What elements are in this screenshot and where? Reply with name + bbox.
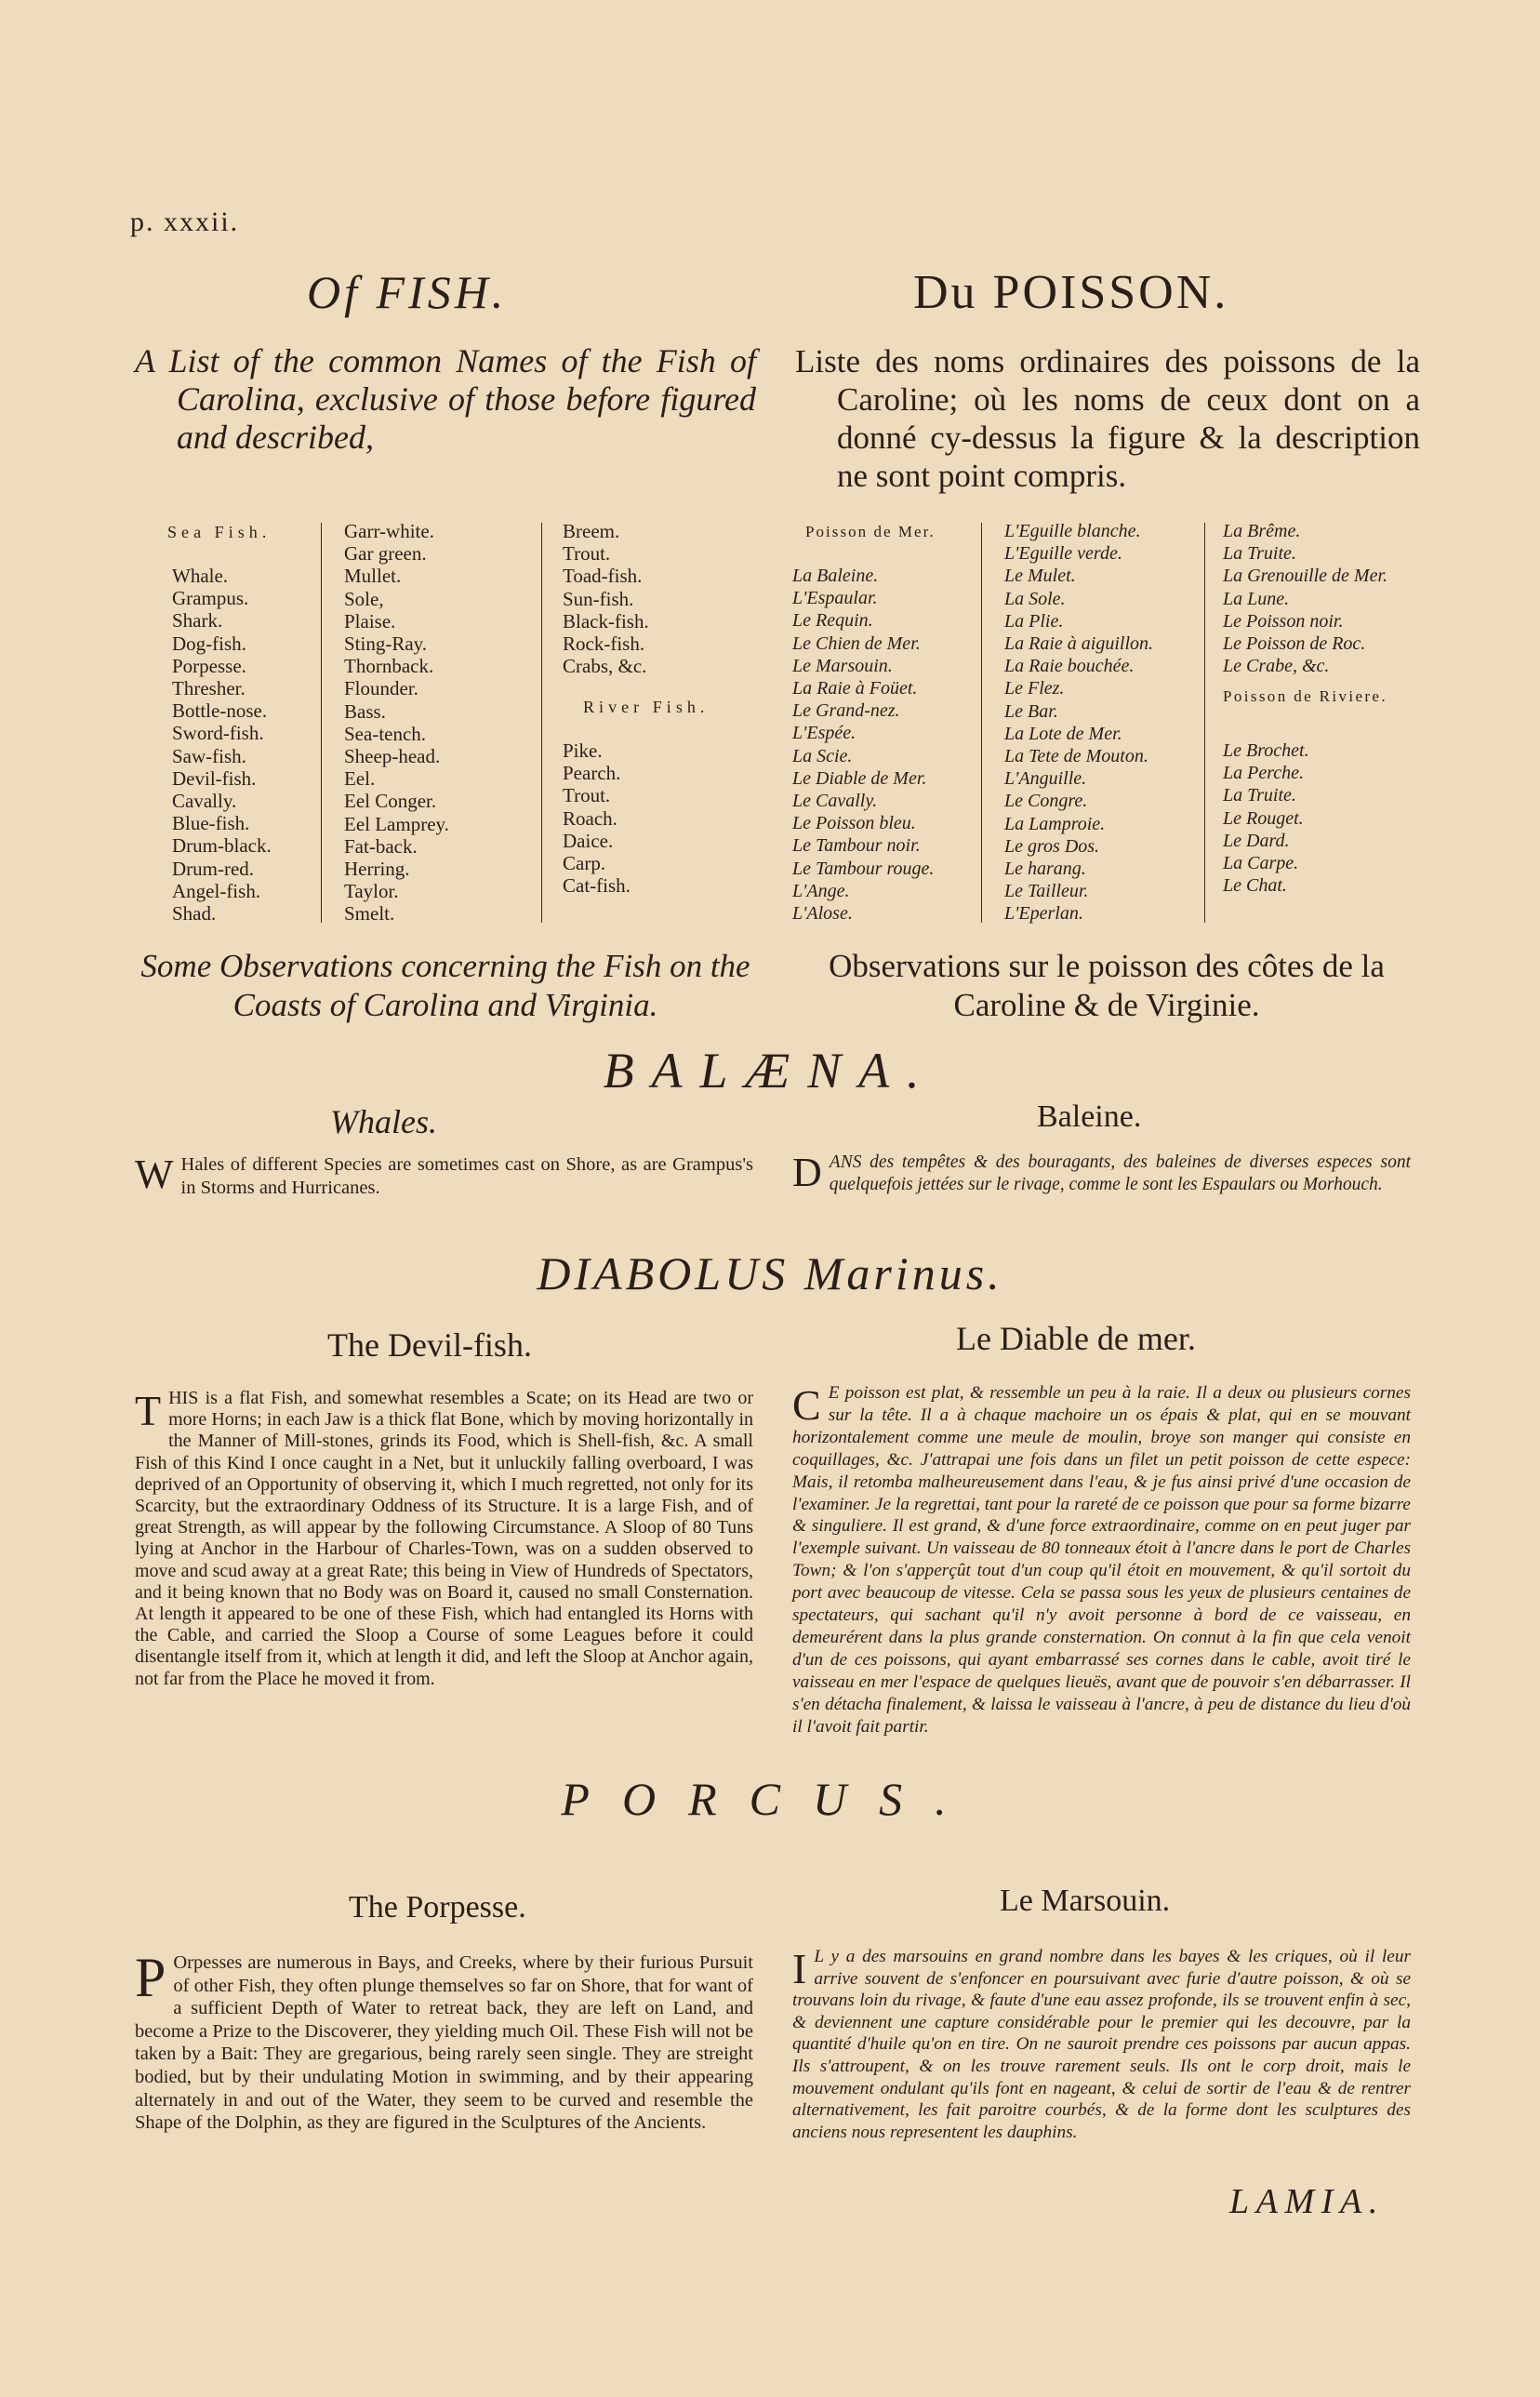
fish-name-item: Le Poisson de Roc.	[1223, 633, 1366, 655]
fish-name-item: Flounder.	[344, 677, 418, 700]
poisson-de-mer-header: Poisson de Mer.	[805, 523, 936, 540]
diable-de-mer-title: Le Diable de mer.	[956, 1320, 1196, 1357]
marsouin-title: Le Marsouin.	[1000, 1884, 1171, 1918]
porpesse-drop-cap: P	[135, 1947, 166, 2008]
fish-name-item: Fat-back.	[344, 834, 418, 858]
fish-name-item: Grampus.	[172, 587, 249, 610]
fish-name-item: Whale.	[172, 565, 229, 587]
fish-name-item: Le Tailleur.	[1004, 881, 1089, 902]
fish-name-item: L'Espaular.	[792, 588, 878, 609]
english-observations-title: Some Observations concerning the Fish on the Coasts of Carolina and Virginia.	[140, 948, 750, 1023]
diable-de-mer-drop-cap: C	[792, 1381, 821, 1429]
fish-name-item: Le Tambour noir.	[792, 835, 921, 857]
sea-fish-list	[172, 565, 272, 925]
fish-name-item: Mullet.	[344, 565, 402, 588]
divider-fr-1	[981, 523, 982, 923]
fish-name-item: Black-fish.	[563, 609, 649, 633]
fish-name-item: Sword-fish.	[172, 722, 264, 745]
fish-name-item: La Lamproie.	[1004, 813, 1106, 834]
fish-name-item: Le Poisson bleu.	[792, 813, 916, 834]
fish-name-item: Thresher.	[172, 677, 246, 700]
fish-name-item: La Scie.	[792, 745, 853, 766]
fish-name-item: Saw-fish.	[172, 744, 246, 767]
poisson-de-riviere-list	[1223, 739, 1309, 897]
devil-fish-drop-cap: T	[135, 1387, 162, 1434]
baleine-drop-cap: D	[792, 1150, 822, 1195]
sea-fish-list-2	[344, 520, 449, 926]
fish-name-item: Le Flez.	[1004, 678, 1065, 699]
fish-name-item: Sting-Ray.	[344, 633, 428, 656]
fish-name-item: Le Brochet.	[1223, 740, 1309, 761]
fish-name-item: La Lote de Mer.	[1004, 723, 1122, 744]
poisson-de-mer-list-2	[1004, 520, 1153, 926]
fish-name-item: Le harang.	[1004, 859, 1086, 880]
fish-name-item: Crabs, &c.	[563, 655, 647, 678]
fish-name-item: Trout.	[563, 542, 611, 566]
poisson-de-riviere-header: Poisson de Riviere.	[1223, 687, 1387, 705]
baleine-paragraph: DANS des tempêtes & des bouragants, des baleines de diverses especes sont quelquefois jettées sur le rivage, comme le sont les Espaulars ou Morhouch.	[792, 1150, 1411, 1195]
french-heading: Du POISSON.	[913, 266, 1229, 319]
fish-name-item: La Truite.	[1223, 785, 1296, 806]
fish-name-item: Sea-tench.	[344, 722, 427, 745]
french-observations-title: Observations sur le poisson des côtes de la Caroline & de Virginie.	[829, 948, 1385, 1023]
fish-name-item: Shad.	[172, 902, 217, 926]
fish-name-item: Le Crabe, &c.	[1223, 656, 1330, 677]
fish-name-item: Cat-fish.	[563, 874, 631, 898]
fish-name-item: La Sole.	[1004, 588, 1066, 609]
fish-name-item: Le Bar.	[1004, 700, 1058, 722]
poisson-de-mer-list	[792, 565, 934, 925]
fish-name-item: Daice.	[563, 829, 614, 852]
fish-name-item: Le Grand-nez.	[792, 700, 900, 722]
porcus-title: PORCUS.	[561, 1773, 979, 1825]
page-number: p. xxxii.	[130, 206, 240, 237]
poisson-de-mer-list-3	[1223, 520, 1387, 677]
devil-fish-title: The Devil-fish.	[327, 1326, 532, 1364]
fish-name-item: Cavally.	[172, 790, 237, 813]
fish-name-item: Le Tambour rouge.	[792, 858, 935, 879]
fish-name-item: Breem.	[563, 520, 620, 542]
fish-name-item: Le Requin.	[792, 610, 873, 632]
fish-name-item: Plaise.	[344, 609, 396, 633]
fish-name-item: L'Espée.	[792, 723, 856, 744]
fish-name-item: La Baleine.	[792, 566, 879, 586]
fish-name-item: L'Alose.	[792, 903, 853, 925]
fish-name-item: La Truite.	[1223, 543, 1296, 565]
fish-name-item: Toad-fish.	[563, 565, 643, 588]
fish-name-item: Bass.	[344, 699, 386, 723]
fish-name-item: L'Anguille.	[1004, 768, 1087, 790]
fish-name-item: Le Chien de Mer.	[792, 633, 921, 654]
diable-de-mer-paragraph: C E poisson est plat, & ressemble un peu à la raie. Il a deux ou plusieurs cornes sur la tête. Il a à chaque machoire un os épais & plat, qui en se mouvant horizontalement comme une meule de moulin, broye son manger qui consiste en coquillages, &c. J'attrapai une fois dans un filet un petit poisson de cette espece: Mais, il retomba malheureusement dans l'eau, & je fus ainsi privé d'une occasion de l'examiner. Je la regrettai, tant pour la rareté de ce poisson que pour sa forme bizarre & singuliere. Il est grand, & d'une force extraordinaire, comme on en peut juger par l'exemple suivant. Un vaisseau de 80 tonneaux étoit à l'ancre dans le port de Charles Town; & l'on s'apperçût tout d'un coup qu'il étoit en mouvement, & qu'il sortoit du port avec beaucoup de vitesse. Cela se passa sous les yeux de plusieurs centaines de spectateurs, qui sachant qu'il n'y avoit personne à bord de ce vaisseau, en demeurérent dans la plus grande consternation. On connut à la fin que cela venoit d'un de ces poissons, qui ayant embarrassé ses cornes dans le cable, avoit tiré le vaisseau en mer l'espace de quelques lieuës, avant que de pouvoir s'en débarrasser. Il s'en détacha finalement, & laissa le vaisseau à l'ancre, à peu de distance du lieu d'où il l'avoit fait partir.	[792, 1381, 1411, 1737]
porpesse-paragraph: P Orpesses are numerous in Bays, and Creeks, where by their furious Pursuit of other Fish, they often plunge themselves so far on Shore, that for want of a sufficient Depth of Water to retreat back, they are left on Land, and become a Prize to the Discoverer, they yielding much Oil. These Fish will not be taken by a Bait: They are gregarious, being rarely seen single. They are streight bodied, but by their undulating Motion in swimming, and by their appearing alternately in and out of the Water, they seem to be curved and resemble the Shape of the Dolphin, as they are figured in the Sculptures of the Ancients.	[135, 1947, 753, 2134]
fish-name-item: L'Eguille blanche.	[1004, 521, 1141, 541]
marsouin-drop-cap: I	[792, 1945, 807, 1992]
fish-name-item: Sun-fish.	[563, 587, 634, 610]
fish-name-item: Thornback.	[344, 655, 434, 678]
fish-name-item: La Brême.	[1223, 521, 1301, 541]
diabolus-title: DIABOLUS Marinus.	[537, 1247, 1003, 1299]
balaena-title: BALÆNA.	[603, 1043, 937, 1099]
fish-name-item: Shark.	[172, 609, 223, 633]
fish-name-item: La Carpe.	[1223, 853, 1299, 874]
fish-name-item: La Plie.	[1004, 610, 1064, 632]
fish-name-item: Pike.	[563, 739, 603, 762]
fish-name-item: Le Diable de Mer.	[792, 767, 927, 789]
fish-name-item: Eel Conger.	[344, 790, 437, 813]
french-list-title: Liste des noms ordinaires des poissons de la Caroline; où les noms de ceux dont on a donné cy-dessus la figure & la description ne sont point compris.	[795, 343, 1420, 494]
whales-drop-cap: W	[135, 1152, 174, 1197]
whales-paragraph: W Hales of different Species are sometimes cast on Shore, as are Grampus's in Storms and Hurricanes.	[135, 1152, 753, 1198]
english-heading: Of FISH.	[307, 266, 508, 318]
divider-en-1	[321, 523, 322, 923]
fish-name-item: La Perche.	[1223, 763, 1305, 784]
fish-name-item: La Raie à aiguillon.	[1004, 633, 1153, 655]
divider-fr-2	[1204, 523, 1205, 923]
fish-name-item: L'Ange.	[792, 880, 850, 901]
fish-name-item: La Lune.	[1223, 588, 1290, 609]
fish-name-item: Gar green.	[344, 542, 427, 566]
marsouin-paragraph: I L y a des marsouins en grand nombre dans les bayes & les criques, où il leur arrive souvent de s'enfoncer en poursuivant avec furie d'autre poisson, & où se trouvans loin du rivage, & faute d'une eau assez profonde, ils se trouvent enfin à sec, & deviennent une capture considérable pour le premier qui les decouvre, par la quantité d'huile qu'on en tire. On ne sauroit prendre ces poissons par aucun appas. Ils s'attroupent, & on les trouve rarement seuls. Ils ont le corp droit, mais le mouvement ondulant qu'ils font en nageant, & celui de sortir de l'eau & de rentrer alternativement, les fait paroitre courbés, & de la forme dont les sculptures des anciens nous representent les dauphins.	[792, 1945, 1411, 2142]
fish-name-item: Porpesse.	[172, 654, 246, 677]
fish-name-item: Le gros Dos.	[1004, 835, 1100, 857]
fish-name-item: Garr-white.	[344, 520, 434, 542]
fish-name-item: Angel-fish.	[172, 879, 261, 902]
fish-name-item: Eel.	[344, 767, 376, 791]
fish-name-item: L'Eguille verde.	[1004, 543, 1122, 565]
fish-name-item: Drum-black.	[172, 834, 272, 858]
fish-name-item: Rock-fish.	[563, 633, 645, 656]
fish-name-item: Sheep-head.	[344, 745, 441, 768]
fish-name-item: Taylor.	[344, 880, 399, 903]
fish-name-item: Le Dard.	[1223, 830, 1290, 851]
fish-name-item: Blue-fish.	[172, 812, 250, 835]
whales-title: Whales.	[330, 1103, 437, 1140]
fish-name-item: L'Eperlan.	[1004, 903, 1083, 925]
fish-name-item: Devil-fish.	[172, 766, 257, 790]
sea-fish-header: Sea Fish.	[167, 523, 272, 541]
devil-fish-paragraph: THIS is a flat Fish, and somewhat resembles a Scate; on its Head are two or more Horns; in each Jaw is a thick flat Bone, which by moving horizontally in the Manner of Mill-stones, grinds its Food, which is Shell-fish, &c. A small Fish of this Kind I once caught in a Net, but it unluckily falling overboard, I was deprived of an Opportunity of observing it, which I much regretted, not only for its Scarcity, but the extraordinary Oddness of its Structure. It is a large Fish, and of great Strength, as will appear by the following Circumstance. A Sloop of 80 Tuns lying at Anchor in the Harbour of Charles-Town, was on a sudden observed to move and scud away at a great Rate; this being in View of Hundreds of Spectators, and it being known that no Body was on Board it, caused no small Consternation. At length it appeared to be one of these Fish, which had entangled its Horns with the Cable, and carried the Sloop a Course of some Leagues before it could disentangle itself from it, which at length it did, and left the Sloop at Anchor again, not far from the Place he moved it from.	[135, 1387, 753, 1689]
fish-name-item: Le Marsouin.	[792, 655, 893, 676]
fish-name-item: La Grenouille de Mer.	[1223, 566, 1388, 587]
fish-name-item: Le Congre.	[1004, 791, 1088, 812]
fish-name-item: La Tete de Mouton.	[1004, 746, 1148, 767]
fish-name-item: Drum-red.	[172, 857, 255, 880]
fish-name-item: Pearch.	[563, 762, 621, 785]
fish-name-item: La Raie à Foüet.	[792, 678, 918, 699]
baleine-title: Baleine.	[1037, 1099, 1142, 1134]
fish-name-item: Le Poisson noir.	[1223, 610, 1344, 632]
fish-name-item: Le Mulet.	[1004, 566, 1076, 587]
fish-name-item: Le Chat.	[1223, 875, 1287, 897]
fish-name-item: Sole,	[344, 587, 384, 610]
sea-fish-list-3	[563, 520, 649, 677]
fish-name-item: Le Cavally.	[792, 791, 878, 812]
fish-name-item: Smelt.	[344, 902, 395, 926]
fish-name-item: Le Rouget.	[1223, 807, 1304, 829]
fish-name-item: Roach.	[563, 806, 617, 830]
fish-name-item: Trout.	[563, 784, 611, 807]
fish-name-item: Eel Lamprey.	[344, 812, 449, 835]
fish-name-item: Herring.	[344, 858, 410, 881]
porpesse-title: The Porpesse.	[349, 1890, 526, 1924]
fish-name-item: Dog-fish.	[172, 632, 246, 655]
fish-name-item: Carp.	[563, 852, 606, 875]
river-fish-list	[563, 739, 631, 897]
catchword: LAMIA.	[1229, 2182, 1385, 2221]
river-fish-header: River Fish.	[583, 698, 710, 716]
fish-name-item: Bottle-nose.	[172, 699, 268, 723]
divider-en-2	[541, 523, 542, 923]
fish-name-item: La Raie bouchée.	[1004, 656, 1135, 677]
english-list-title: A List of the common Names of the Fish of Carolina, exclusive of those before figured and described,	[135, 342, 756, 456]
